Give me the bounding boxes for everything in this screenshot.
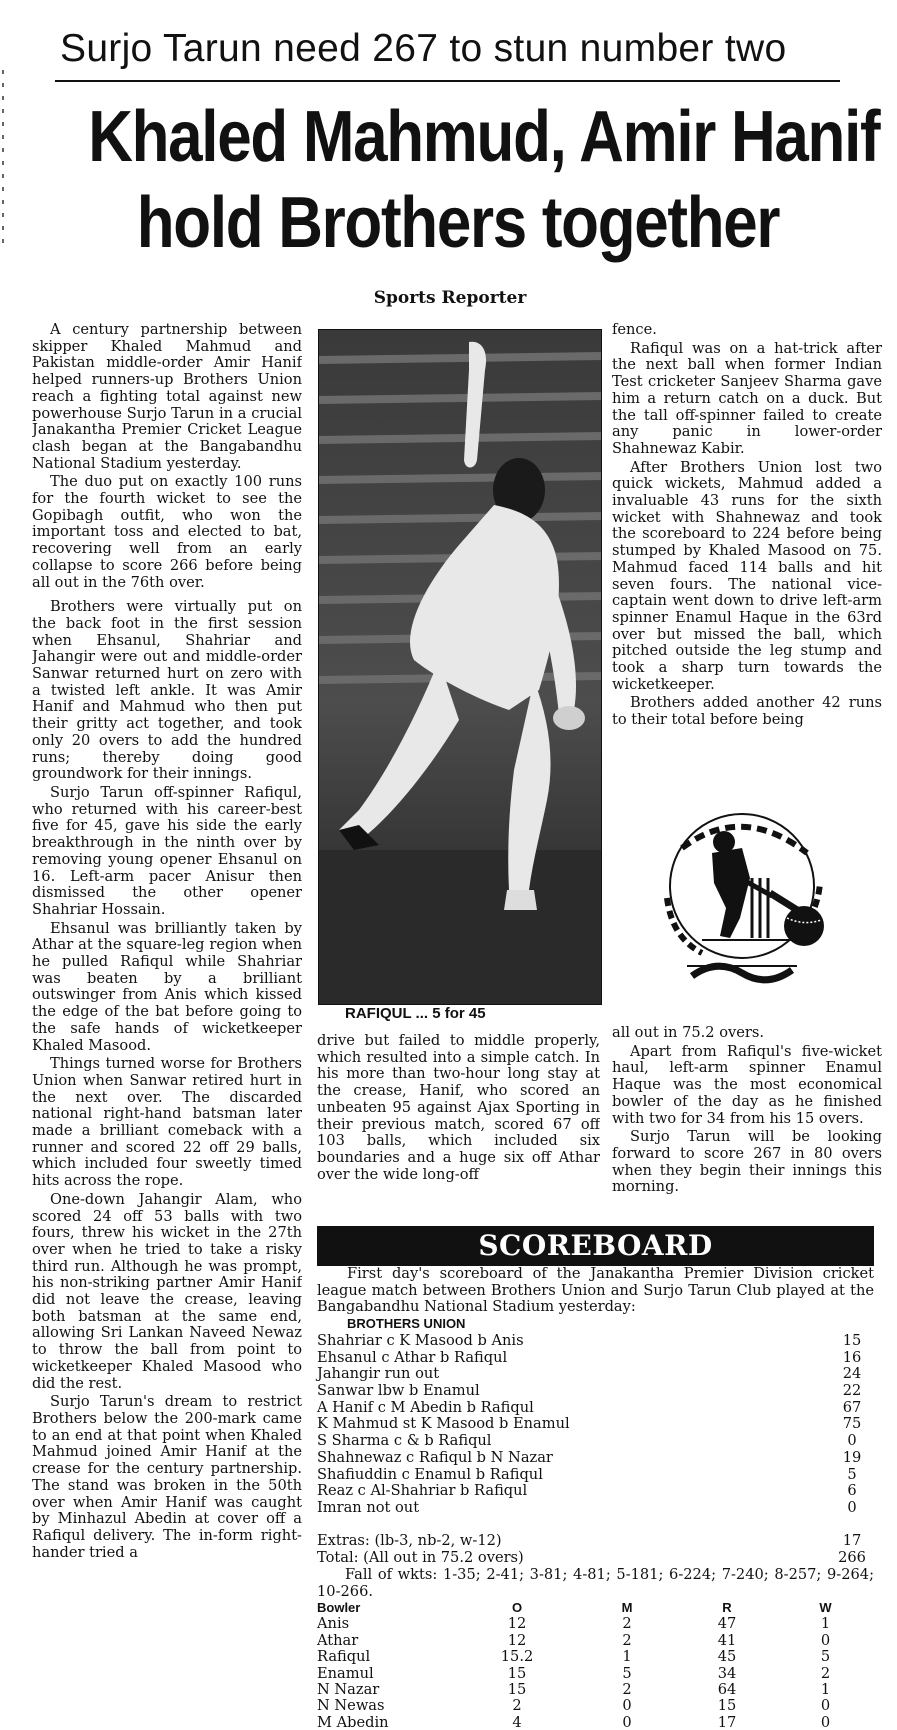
total-row: [317, 1550, 867, 1567]
extras-row: [317, 1533, 867, 1550]
batsman-runs: 0: [847, 1432, 857, 1450]
bowler-photo: [318, 329, 602, 1005]
batsman-dismissal: Imran not out: [317, 1498, 420, 1516]
main-headline: [88, 94, 880, 266]
runs: 41: [717, 1631, 737, 1649]
paragraph: Brothers were virtually put on the back foot in the first session when Ehsanul, Shahriar and Jahangir were out and middle-order Sanwar returned hurt on zero with a twisted left ankle. It was Amir Hanif and Mahmud who then put their gritty act together, and took only 20 overs to add the hundred runs; thereby doing good groundwork for their innings.: [32, 598, 302, 783]
batting-row: [317, 1416, 867, 1433]
batsman-dismissal: Reaz c Al-Shahriar b Rafiqul: [317, 1482, 528, 1500]
wickets: 1: [820, 1615, 831, 1633]
bowling-row: [317, 1649, 874, 1665]
runs: 15: [717, 1697, 737, 1715]
col-header: M: [621, 1600, 633, 1615]
wickets: 0: [820, 1713, 831, 1730]
col-header: R: [722, 1600, 732, 1615]
total-value: 266: [838, 1548, 866, 1566]
overs: 12: [507, 1631, 527, 1649]
batting-row: [317, 1433, 867, 1450]
overs: 12: [507, 1615, 527, 1633]
overs: 15: [507, 1680, 527, 1698]
bowling-row: [317, 1698, 874, 1714]
extras-value: 17: [842, 1532, 862, 1549]
paragraph: Surjo Tarun's dream to restrict Brothers below the 200-mark came to an end at that point when Khaled Mahmud joined Amir Hanif at the crease for the century partnership. The stand was broken in the 50th over when Amir Hanif was caught by Minhazul Abedin at cover off a Rafiqul delivery. The in-form right-hander tried a: [32, 1393, 302, 1561]
headline-line-2: hold Brothers together: [136, 183, 780, 263]
overs: 4: [512, 1713, 522, 1730]
batsman-runs: 67: [842, 1398, 862, 1416]
extras-label: Extras: (lb-3, nb-2, w-12): [317, 1532, 502, 1549]
fall-of-wickets: Fall of wkts: 1-35; 2-41; 3-81; 4-81; 5-181; 6-224; 7-240; 8-257; 9-264; 10-266.: [317, 1566, 874, 1600]
headline-line-1: Khaled Mahmud, Amir Hanif: [88, 97, 880, 177]
batsman-runs: 24: [842, 1365, 862, 1383]
batsman-runs: 6: [847, 1482, 857, 1500]
batsman-runs: 5: [847, 1465, 857, 1483]
wickets: 5: [820, 1648, 831, 1666]
batting-row: [317, 1350, 867, 1367]
paragraph: One-down Jahangir Alam, who scored 24 off 53 balls with two fours, threw his wicket in the 27th over when he tried to take a risky third run. Although he was prompt, his non-striking partner Amir Hanif did not leave the crease, leaving both batsman at the same end, allowing Sri Lankan Naveed Newaz to throw the ball from point to wicketkeeper Khaled Masood who did the rest.: [32, 1190, 302, 1392]
team-name: BROTHERS UNION: [347, 1316, 466, 1331]
bowling-row: [317, 1616, 874, 1632]
maidens: 1: [622, 1648, 632, 1666]
paragraph: Surjo Tarun off-spinner Rafiqul, who returned with his career-best five for 45, gave his side the early breakthrough in the ninth over by removing young opener Ehsanul on 16. Left-arm pacer Anisur then dismissed the other opener Shahriar Hossain.: [32, 783, 302, 918]
kicker-rule: [55, 80, 840, 82]
bowling-row: [317, 1715, 874, 1730]
paragraph: Things turned worse for Brothers Union when Sanwar retired hurt in the next over. The discarded national right-hand batsman later made a brilliant comeback with a runner and scored 22 off 29 balls, which included four sweetly timed hits across the rope.: [32, 1055, 302, 1190]
bowler-name: Enamul: [317, 1664, 374, 1682]
paragraph: fence.: [612, 322, 657, 338]
runs: 64: [717, 1680, 737, 1698]
batting-row: [317, 1500, 867, 1517]
batsman-dismissal: Shahnewaz c Rafiqul b N Nazar: [317, 1448, 553, 1466]
maidens: 2: [622, 1615, 632, 1633]
batsman-dismissal: A Hanif c M Abedin b Rafiqul: [317, 1398, 534, 1416]
paragraph: all out in 75.2 overs.: [612, 1025, 764, 1041]
batsman-dismissal: Sanwar lbw b Enamul: [317, 1382, 480, 1400]
kicker-headline: Surjo Tarun need 267 to stun number two: [60, 27, 787, 70]
janakantha-cricket-logo: [642, 808, 860, 993]
bowling-header: [317, 1600, 874, 1616]
paragraph: Rafiqul was on a hat-trick after the next ball when former Indian Test cricketer Sanjeev Sharma gave him a return catch on a duck. But the tall off-spinner failed to create any panic in lower-order Shahnewaz Kabir.: [612, 339, 882, 457]
total-label: Total: (All out in 75.2 overs): [317, 1548, 524, 1566]
paragraph: Brothers added another 42 runs to their total before being: [612, 694, 882, 729]
bowler-name: Athar: [317, 1631, 359, 1649]
wickets: 1: [820, 1680, 831, 1698]
batting-row: [317, 1400, 867, 1417]
batting-row: [317, 1483, 867, 1500]
batsman-dismissal: Shahriar c K Masood b Anis: [317, 1332, 524, 1349]
scoreboard-intro: First day's scoreboard of the Janakantha Premier Division cricket league match between Brothers Union and Surjo Tarun Club played at the Bangabandhu National Stadium yesterday:: [317, 1265, 874, 1316]
article-column-3-bottom: [612, 1025, 882, 1225]
batsman-dismissal: Jahangir run out: [317, 1365, 440, 1383]
bowling-row: [317, 1666, 874, 1682]
batsman-dismissal: S Sharma c & b Rafiqul: [317, 1432, 492, 1450]
article-column-2: [317, 1033, 600, 1241]
innings-totals: [317, 1533, 867, 1566]
wickets: 2: [820, 1664, 831, 1682]
paragraph: Surjo Tarun will be looking forward to score 267 in 80 overs when they begin their innings this morning.: [612, 1128, 882, 1196]
runs: 45: [717, 1648, 737, 1666]
batsman-dismissal: Shafiuddin c Enamul b Rafiqul: [317, 1465, 543, 1483]
page-edge-mark: [0, 60, 6, 260]
col-header: O: [511, 1600, 523, 1615]
overs: 2: [512, 1697, 522, 1715]
col-header: W: [819, 1600, 832, 1615]
col-header: Bowler: [317, 1600, 361, 1615]
bowling-row: [317, 1633, 874, 1649]
maidens: 0: [622, 1697, 632, 1715]
article-column-3-top: [612, 322, 882, 772]
maidens: 2: [622, 1631, 632, 1649]
bowler-name: Anis: [317, 1615, 350, 1633]
paragraph: A century partnership between skipper Khaled Mahmud and Pakistan middle-order Amir Hanif helped runners-up Brothers Union reach a fighting total against new powerhouse Surjo Tarun in a crucial Janakantha Premier Cricket League clash began at the Bangabandhu National Stadium yesterday.: [32, 322, 302, 472]
paragraph: After Brothers Union lost two quick wickets, Mahmud added a invaluable 43 runs for the sixth wicket with Shahnewaz and took the scoreboard to 224 before being stumped by Khaled Masood on 75. Mahmud faced 114 balls and hit seven fours. The national vice-captain went down to drive left-arm spinner Enamul Haque in the 63rd over but missed the ball, which pitched outside the leg stump and took a sharp turn towards the wicketkeeper.: [612, 458, 882, 693]
paragraph: Ehsanul was brilliantly taken by Athar at the square-leg region when he pulled Rafiqul while Shahriar was beaten by a brilliant outswinger from Anis which kissed the edge of the bat before going to the safe hands of wicketkeeper Khaled Masood.: [32, 919, 302, 1054]
overs: 15.2: [500, 1648, 534, 1666]
batting-row: [317, 1333, 867, 1350]
batsman-runs: 22: [842, 1382, 862, 1400]
scoreboard-title: SCOREBOARD: [317, 1226, 874, 1266]
wickets: 0: [820, 1697, 831, 1715]
maidens: 5: [622, 1664, 632, 1682]
batsman-runs: 0: [847, 1498, 857, 1516]
batsman-runs: 15: [842, 1332, 862, 1349]
bowling-row: [317, 1682, 874, 1698]
batsman-runs: 75: [842, 1415, 862, 1433]
batsman-dismissal: Ehsanul c Athar b Rafiqul: [317, 1348, 508, 1366]
article-column-1: [32, 322, 302, 1722]
photo-caption: RAFIQUL ... 5 for 45: [345, 1005, 486, 1022]
byline: Sports Reporter: [373, 288, 527, 308]
paragraph: Apart from Rafiqul's five-wicket haul, left-arm spinner Enamul Haque was the most economical bowler of the day as he finished with two for 34 from his 15 overs.: [612, 1042, 882, 1127]
runs: 34: [717, 1664, 737, 1682]
batting-row: [317, 1450, 867, 1467]
maidens: 0: [622, 1713, 632, 1730]
paragraph: drive but failed to middle properly, which resulted into a simple catch. In his more than two-hour long stay at the crease, Hanif, who scored an unbeaten 95 against Ajax Sporting in their previous match, scored 67 off 103 balls, which included six boundaries and a huge six off Athar over the wide long-off: [317, 1033, 600, 1183]
paragraph: The duo put on exactly 100 runs for the fourth wicket to see the Gopibagh outfit, who won the important toss and elected to bat, recovering well from an early collapse to score 266 before being all out in the 76th over.: [32, 473, 302, 591]
batting-row: [317, 1383, 867, 1400]
bowling-table: [317, 1600, 874, 1730]
bowler-name: Rafiqul: [317, 1648, 371, 1666]
batsman-runs: 16: [842, 1348, 862, 1366]
batting-row: [317, 1467, 867, 1484]
bowler-name: N Newas: [317, 1697, 385, 1715]
batsman-runs: 19: [842, 1448, 862, 1466]
batsman-dismissal: K Mahmud st K Masood b Enamul: [317, 1415, 570, 1433]
wickets: 0: [820, 1631, 831, 1649]
bowler-name: M Abedin: [317, 1713, 389, 1730]
runs: 47: [717, 1615, 737, 1633]
overs: 15: [507, 1664, 527, 1682]
runs: 17: [717, 1713, 737, 1730]
bowler-name: N Nazar: [317, 1680, 380, 1698]
batting-table: [317, 1333, 867, 1517]
batting-row: [317, 1366, 867, 1383]
maidens: 2: [622, 1680, 632, 1698]
